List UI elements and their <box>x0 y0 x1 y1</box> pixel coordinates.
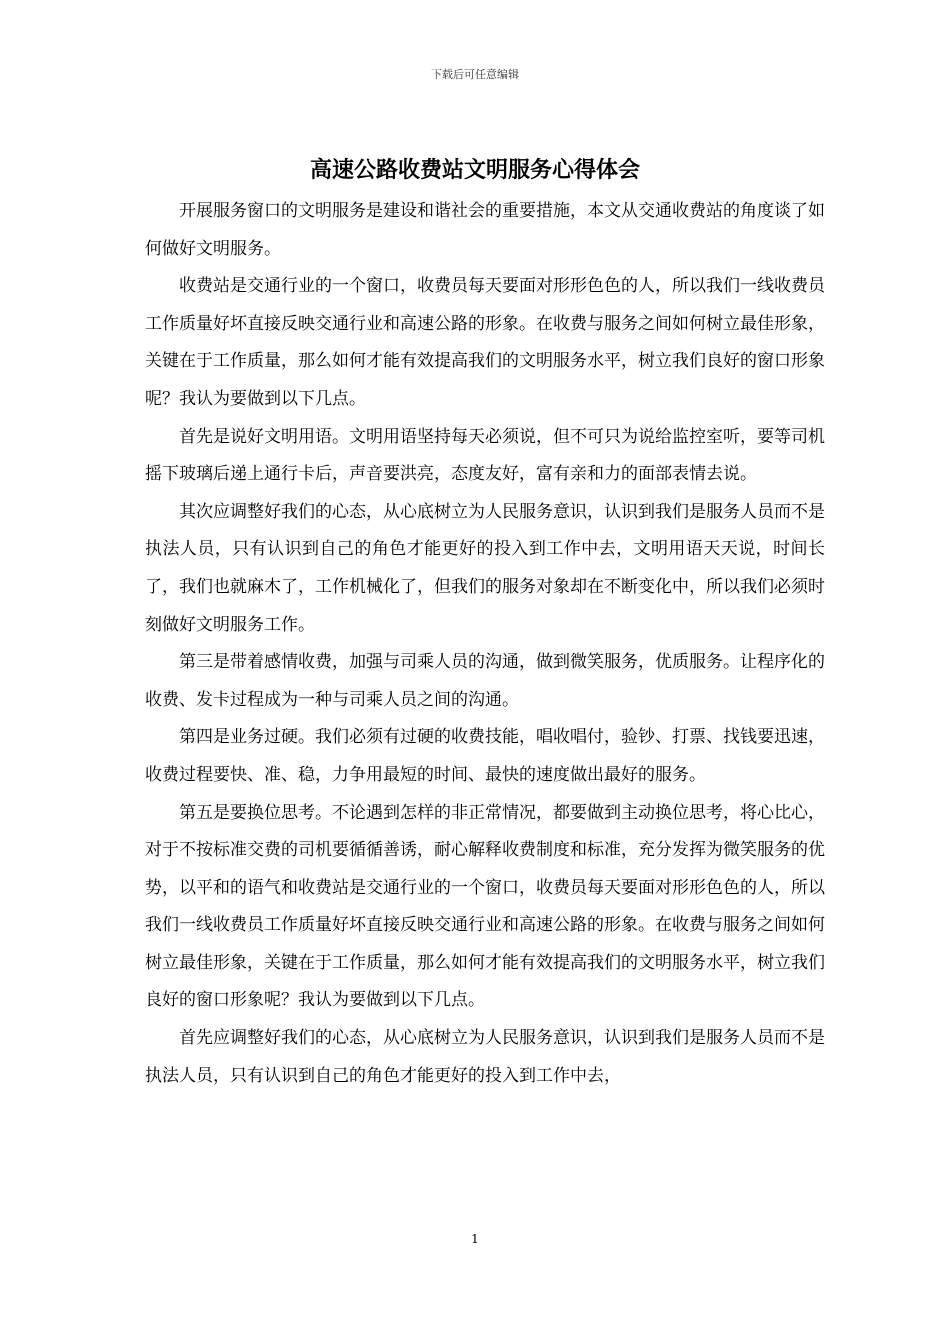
paragraph-intro: 开展服务窗口的文明服务是建设和谐社会的重要措施，本文从交通收费站的角度谈了如何做好文明服务。 <box>145 201 825 259</box>
paragraph-third-point: 第三是带着感情收费，加强与司乘人员的沟通，做到微笑服务，优质服务。让程序化的收费、发卡过程成为一种与司乘人员之间的沟通。 <box>145 652 825 710</box>
paragraph-first-point: 首先是说好文明用语。文明用语坚持每天必须说，但不可只为说给监控室听，要等司机摇下玻璃后递上通行卡后，声音要洪亮，态度友好，富有亲和力的面部表情去说。 <box>145 426 825 485</box>
header-note: 下载后可任意编辑 <box>431 68 519 81</box>
document-title: 高速公路收费站文明服务心得体会 <box>309 157 640 183</box>
paragraph-window: 收费站是交通行业的一个窗口，收费员每天要面对形形色色的人，所以我们一线收费员工作质量好坏直接反映交通行业和高速公路的形象。在收费与服务之间如何树立最佳形象，关键在于工作质量，那么如何才能有效提高我们的文明服务水平，树立我们良好的窗口形象呢？我认为要做到以下几点。 <box>145 276 825 409</box>
paragraph-fifth-point: 第五是要换位思考。不论遇到怎样的非正常情况，都要做到主动换位思考，将心比心，对于不按标准交费的司机要循循善诱，耐心解释收费制度和标准，充分发挥为微笑服务的优势，以平和的语气和收费站是交通行业的一个窗口，收费员每天要面对形形色色的人，所以我们一线收费员工作质量好坏直接反映交通行业和高速公路的形象。在收费与服务之间如何树立最佳形象，关键在于工作质量，那么如何才能有效提高我们的文明服务水平，树立我们良好的窗口形象呢？我认为要做到以下几点。 <box>145 802 825 1011</box>
paragraph-second-point: 其次应调整好我们的心态，从心底树立为人民服务意识，认识到我们是服务人员而不是执法人员，只有认识到自己的角色才能更好的投入到工作中去，文明用语天天说，时间长了，我们也就麻木了，工作机械化了，但我们的服务对象却在不断变化中，所以我们必须时刻做好文明服务工作。 <box>145 501 825 635</box>
page-number: 1 <box>471 1232 479 1246</box>
paragraph-continued: 首先应调整好我们的心态，从心底树立为人民服务意识，认识到我们是服务人员而不是执法人员，只有认识到自己的角色才能更好的投入到工作中去， <box>145 1028 825 1086</box>
paragraph-fourth-point: 第四是业务过硬。我们必须有过硬的收费技能，唱收唱付，验钞、打票、找钱要迅速，收费过程要快、准、稳，力争用最短的时间、最快的速度做出最好的服务。 <box>145 727 825 785</box>
document-body <box>145 193 825 1095</box>
